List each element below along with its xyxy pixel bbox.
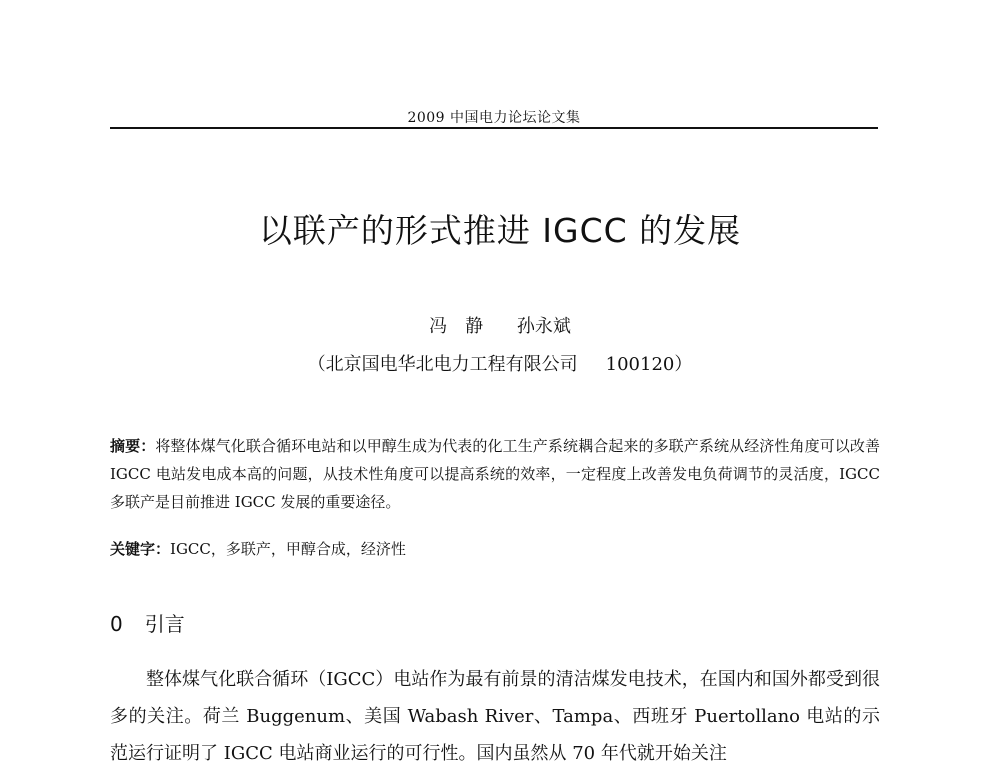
author-name: 孙永斌 — [516, 316, 571, 337]
header-rule — [110, 127, 878, 129]
keywords-text: IGCC，多联产，甲醇合成，经济性 — [170, 540, 406, 558]
keywords — [110, 535, 880, 563]
keywords-label: 关键字： — [110, 540, 171, 558]
section-number: 0 — [110, 612, 123, 636]
author-name: 冯 静 — [429, 316, 484, 337]
author-affiliation — [0, 350, 1000, 376]
paper-title: 以联产的形式推进 IGCC 的发展 — [258, 211, 742, 250]
author-list — [0, 312, 1000, 338]
affiliation-name: （北京国电华北电力工程有限公司 — [307, 354, 578, 375]
section-heading — [110, 608, 185, 637]
abstract-text: 将整体煤气化联合循环电站和以甲醇生成为代表的化工生产系统耦合起来的多联产系统从经济性角度可以改善 IGCC 电站发电成本高的问题，从技术性角度可以提高系统的效率，一定程度上改善发电负荷调节的灵活度，IGCC 多联产是目前推进 IGCC 发展的重要途径。 — [110, 437, 880, 511]
section-title: 引言 — [144, 612, 185, 636]
abstract-label: 摘要： — [110, 437, 156, 455]
running-header: 2009 中国电力论坛论文集 — [407, 110, 581, 126]
body-text — [110, 661, 880, 772]
body-paragraph: 整体煤气化联合循环（IGCC）电站作为最有前景的清洁煤发电技术，在国内和国外都受到很多的关注。荷兰 Buggenum、美国 Wabash River、Tampa、西班牙 Puertollano 电站的示范运行证明了 IGCC 电站商业运行的可行性。国内虽然从 70 年代就开始关注 — [110, 669, 880, 764]
abstract — [110, 432, 880, 516]
postal-code: 100120） — [605, 354, 693, 375]
